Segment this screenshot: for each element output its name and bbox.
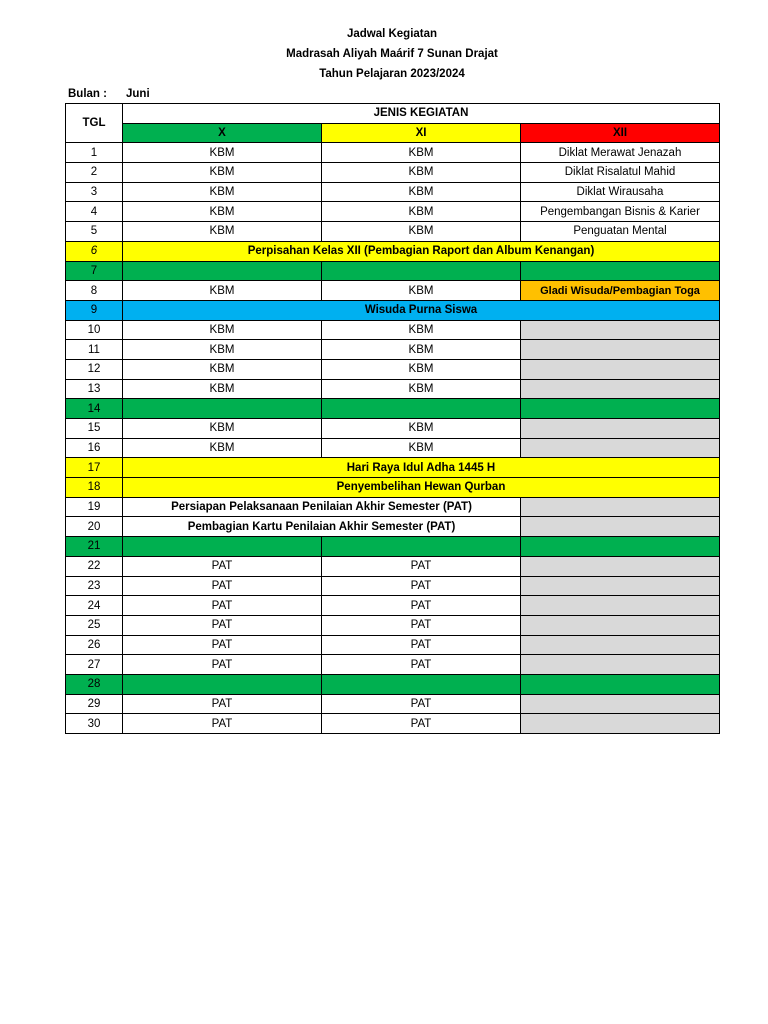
table-row (66, 419, 720, 439)
class-x-cell: KBM (123, 163, 322, 183)
class-xii-cell: Penguatan Mental (521, 222, 720, 242)
table-row (66, 300, 720, 320)
class-xii-cell (521, 714, 720, 734)
class-x-cell (123, 537, 322, 557)
class-xi-cell: KBM (322, 281, 521, 301)
class-xii-cell (521, 320, 720, 340)
tgl-cell: 11 (66, 340, 123, 360)
tgl-cell: 23 (66, 576, 123, 596)
class-xi-cell: KBM (322, 182, 521, 202)
class-xii-cell (521, 497, 720, 517)
tgl-cell: 27 (66, 655, 123, 675)
tgl-cell: 19 (66, 497, 123, 517)
table-row (66, 222, 720, 242)
class-xi-cell (322, 399, 521, 419)
table-row (66, 576, 720, 596)
table-row (66, 261, 720, 281)
table-row (66, 478, 720, 498)
table-row (66, 458, 720, 478)
header-row-1 (66, 104, 720, 124)
class-xi-cell: PAT (322, 655, 521, 675)
class-xii-cell (521, 399, 720, 419)
month-label: Bulan : (68, 88, 107, 100)
class-xii-cell (521, 556, 720, 576)
tgl-cell: 20 (66, 517, 123, 537)
header-row-2 (66, 123, 720, 143)
class-x-cell: KBM (123, 438, 322, 458)
tgl-cell: 9 (66, 300, 123, 320)
class-xii-cell: Diklat Risalatul Mahid (521, 163, 720, 183)
table-row (66, 674, 720, 694)
class-x-cell: PAT (123, 576, 322, 596)
school-name: Madrasah Aliyah Maárif 7 Sunan Drajat (286, 48, 498, 60)
table-row (66, 359, 720, 379)
class-xii-cell: Gladi Wisuda/Pembagian Toga (521, 281, 720, 301)
class-xii-cell (521, 419, 720, 439)
table-row (66, 182, 720, 202)
tgl-cell: 6 (66, 241, 123, 261)
class-x-cell: KBM (123, 182, 322, 202)
tgl-cell: 4 (66, 202, 123, 222)
table-row (66, 537, 720, 557)
class-xi-cell: KBM (322, 222, 521, 242)
tgl-cell: 14 (66, 399, 123, 419)
table-row (66, 143, 720, 163)
tgl-cell: 30 (66, 714, 123, 734)
class-x-cell (123, 399, 322, 419)
table-row (66, 379, 720, 399)
tgl-cell: 28 (66, 674, 123, 694)
class-xii-cell: Diklat Wirausaha (521, 182, 720, 202)
event-cell: Perpisahan Kelas XII (Pembagian Raport dan Album Kenangan) (123, 241, 720, 261)
header-jenis-kegiatan: JENIS KEGIATAN (123, 104, 720, 124)
tgl-cell: 25 (66, 615, 123, 635)
class-x-cell: KBM (123, 419, 322, 439)
table-row (66, 556, 720, 576)
academic-year: Tahun Pelajaran 2023/2024 (319, 68, 465, 80)
table-row (66, 163, 720, 183)
event-cell: Wisuda Purna Siswa (123, 300, 720, 320)
class-xi-cell: PAT (322, 714, 521, 734)
class-xi-cell: PAT (322, 635, 521, 655)
class-xi-cell (322, 674, 521, 694)
tgl-cell: 18 (66, 478, 123, 498)
tgl-cell: 15 (66, 419, 123, 439)
class-xii-cell (521, 340, 720, 360)
class-xi-cell: KBM (322, 340, 521, 360)
table-row (66, 635, 720, 655)
month-value: Juni (126, 88, 150, 100)
class-xii-cell (521, 596, 720, 616)
header-class-xii: XII (521, 123, 720, 143)
class-x-cell: PAT (123, 655, 322, 675)
class-x-cell: KBM (123, 222, 322, 242)
tgl-cell: 21 (66, 537, 123, 557)
class-xi-cell: KBM (322, 419, 521, 439)
class-x-cell: KBM (123, 320, 322, 340)
tgl-cell: 17 (66, 458, 123, 478)
table-row (66, 517, 720, 537)
table-row (66, 281, 720, 301)
class-x-cell: KBM (123, 281, 322, 301)
header-class-x: X (123, 123, 322, 143)
class-x-cell: PAT (123, 694, 322, 714)
class-xii-cell: Diklat Merawat Jenazah (521, 143, 720, 163)
table-row (66, 340, 720, 360)
class-xii-cell (521, 655, 720, 675)
class-xi-cell: PAT (322, 596, 521, 616)
class-xii-cell (521, 438, 720, 458)
class-xi-cell: KBM (322, 320, 521, 340)
class-xii-cell (521, 379, 720, 399)
event-cell: Hari Raya Idul Adha 1445 H (123, 458, 720, 478)
class-xii-cell (521, 359, 720, 379)
table-row (66, 241, 720, 261)
class-x-cell: PAT (123, 596, 322, 616)
class-xii-cell (521, 694, 720, 714)
class-xi-cell: KBM (322, 359, 521, 379)
table-row (66, 438, 720, 458)
document-title: Jadwal Kegiatan (346, 28, 438, 40)
table-row (66, 615, 720, 635)
class-xi-cell: KBM (322, 438, 521, 458)
class-x-cell: PAT (123, 556, 322, 576)
event-cell: Penyembelihan Hewan Qurban (123, 478, 720, 498)
class-xii-cell (521, 537, 720, 557)
class-xii-cell (521, 261, 720, 281)
header-tgl: TGL (66, 104, 123, 143)
tgl-cell: 10 (66, 320, 123, 340)
table-row (66, 202, 720, 222)
tgl-cell: 24 (66, 596, 123, 616)
table-row (66, 694, 720, 714)
class-xi-cell: PAT (322, 576, 521, 596)
class-xi-cell (322, 537, 521, 557)
tgl-cell: 2 (66, 163, 123, 183)
event-cell: Pembagian Kartu Penilaian Akhir Semester (PAT) (123, 517, 521, 537)
class-x-cell: KBM (123, 359, 322, 379)
tgl-cell: 7 (66, 261, 123, 281)
tgl-cell: 22 (66, 556, 123, 576)
tgl-cell: 16 (66, 438, 123, 458)
class-x-cell: KBM (123, 340, 322, 360)
tgl-cell: 12 (66, 359, 123, 379)
table-row (66, 714, 720, 734)
class-xii-cell (521, 576, 720, 596)
tgl-cell: 8 (66, 281, 123, 301)
class-x-cell (123, 261, 322, 281)
class-x-cell (123, 674, 322, 694)
tgl-cell: 13 (66, 379, 123, 399)
tgl-cell: 5 (66, 222, 123, 242)
schedule-table (65, 103, 720, 734)
table-row (66, 320, 720, 340)
class-xii-cell: Pengembangan Bisnis & Karier (521, 202, 720, 222)
class-xi-cell: PAT (322, 556, 521, 576)
class-xi-cell: KBM (322, 202, 521, 222)
class-xi-cell: KBM (322, 143, 521, 163)
header-class-xi: XI (322, 123, 521, 143)
class-xi-cell: PAT (322, 615, 521, 635)
table-row (66, 399, 720, 419)
class-x-cell: KBM (123, 202, 322, 222)
tgl-cell: 26 (66, 635, 123, 655)
tgl-cell: 1 (66, 143, 123, 163)
class-xi-cell: KBM (322, 379, 521, 399)
tgl-cell: 29 (66, 694, 123, 714)
event-cell: Persiapan Pelaksanaan Penilaian Akhir Semester (PAT) (123, 497, 521, 517)
class-x-cell: KBM (123, 379, 322, 399)
class-x-cell: PAT (123, 635, 322, 655)
class-x-cell: PAT (123, 714, 322, 734)
class-xii-cell (521, 635, 720, 655)
class-xii-cell (521, 615, 720, 635)
class-xii-cell (521, 674, 720, 694)
class-x-cell: PAT (123, 615, 322, 635)
table-row (66, 596, 720, 616)
class-xi-cell: KBM (322, 163, 521, 183)
table-row (66, 655, 720, 675)
table-row (66, 497, 720, 517)
class-xi-cell: PAT (322, 694, 521, 714)
tgl-cell: 3 (66, 182, 123, 202)
class-xi-cell (322, 261, 521, 281)
class-xii-cell (521, 517, 720, 537)
class-x-cell: KBM (123, 143, 322, 163)
